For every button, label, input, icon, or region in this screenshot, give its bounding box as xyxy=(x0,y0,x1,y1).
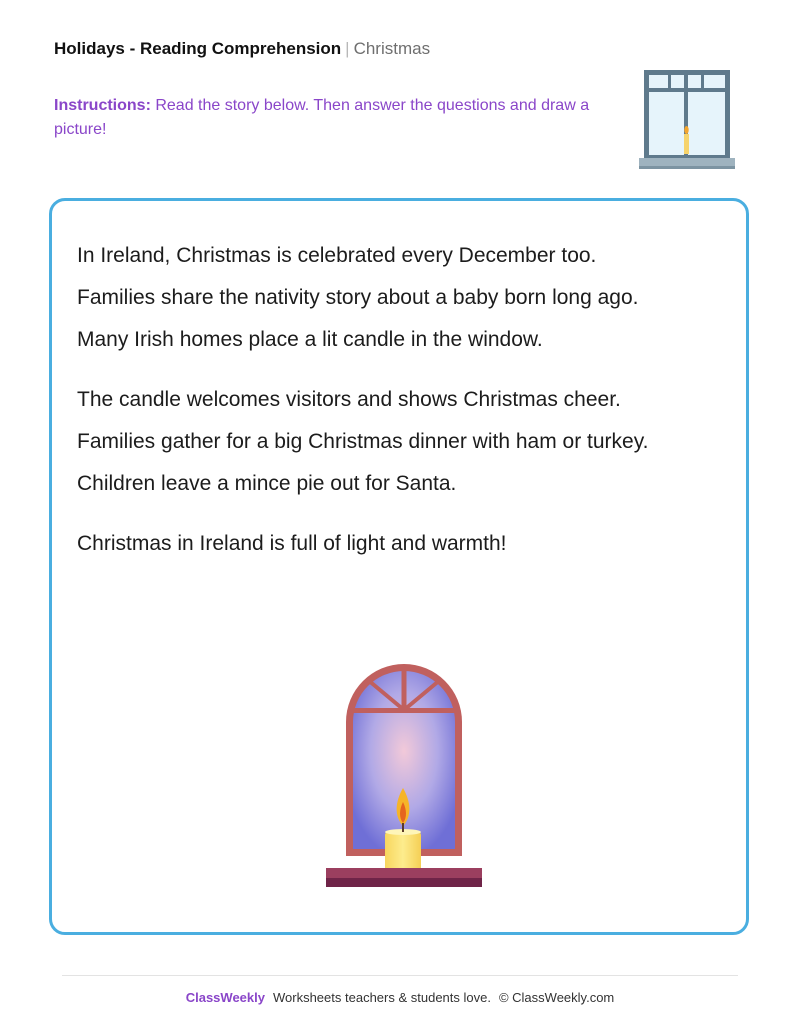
story-paragraph-2: The candle welcomes visitors and shows Christmas cheer. Families gather for a big Christmas dinner with ham or turkey. Children leave a mince pie out for Santa. xyxy=(77,388,649,495)
title-separator: | xyxy=(345,39,350,58)
worksheet-header xyxy=(54,38,430,60)
arched-window-candle-illustration xyxy=(322,660,486,892)
worksheet-topic: Christmas xyxy=(353,39,431,58)
window-with-candle-icon xyxy=(638,68,736,172)
instructions-label: Instructions: xyxy=(54,97,151,114)
footer xyxy=(0,990,800,1005)
footer-divider xyxy=(62,975,738,976)
footer-tagline: Worksheets teachers & students love. xyxy=(272,990,491,1005)
instructions xyxy=(54,94,614,142)
instructions-text: Read the story below. Then answer the questions and draw a picture! xyxy=(54,97,590,138)
footer-copyright: © ClassWeekly.com xyxy=(498,990,615,1005)
story-paragraph-1: In Ireland, Christmas is celebrated every December too. Families share the nativity story about a baby born long ago. Many Irish homes place a lit candle in the window. xyxy=(77,244,639,351)
footer-brand[interactable]: ClassWeekly xyxy=(185,990,265,1005)
story-paragraph-3: Christmas in Ireland is full of light and warmth! xyxy=(77,532,507,555)
worksheet-title: Holidays - Reading Comprehension xyxy=(54,39,342,58)
